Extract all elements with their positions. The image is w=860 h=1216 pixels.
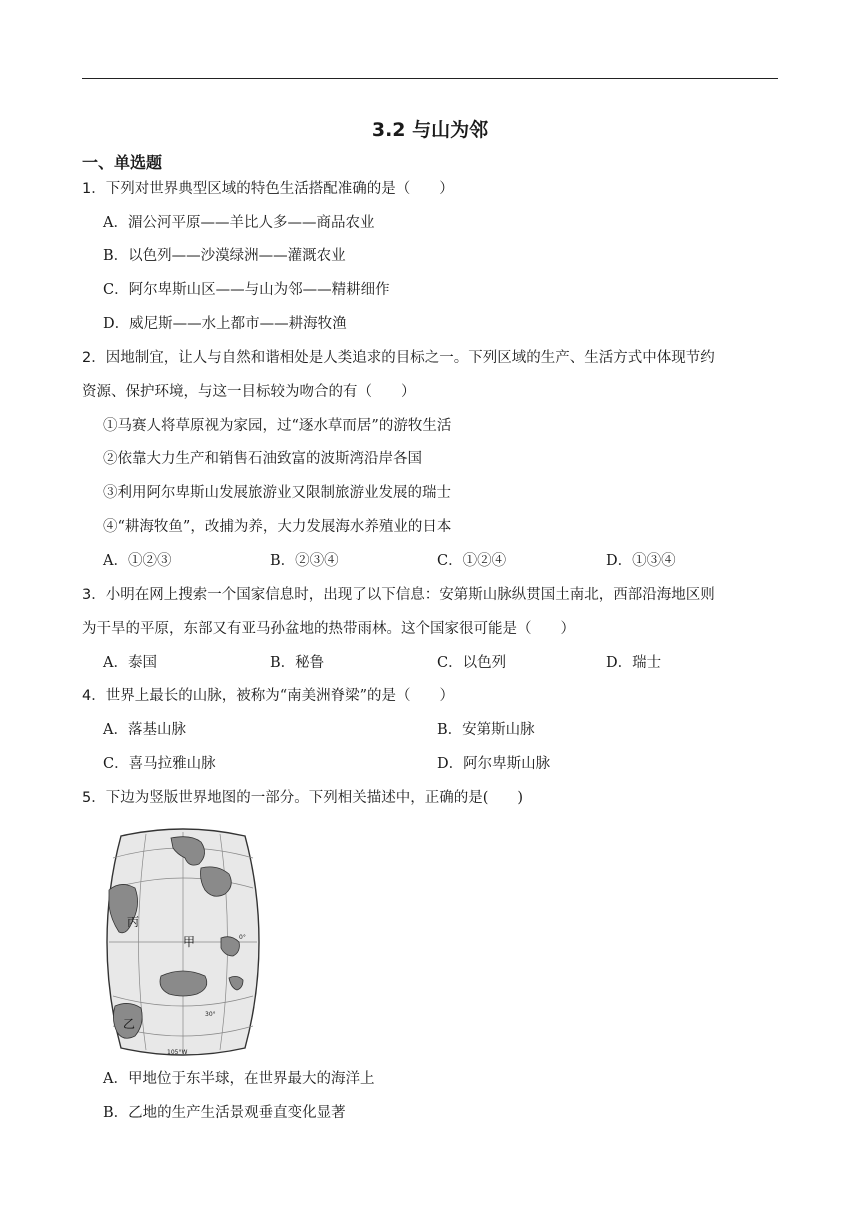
q3-option-d[interactable]: D．瑞士 <box>606 655 662 671</box>
map-label-equator: 0° <box>239 934 246 941</box>
q4-option-d[interactable]: D．阿尔卑斯山脉 <box>437 756 551 772</box>
q2-statement-1: ①马赛人将草原视为家园，过“逐水草而居”的游牧生活 <box>103 418 452 434</box>
map-label-jia: 甲 <box>183 935 196 949</box>
map-label-yi: 乙 <box>123 1017 136 1031</box>
q4-option-a[interactable]: A．落基山脉 <box>103 722 186 738</box>
q2-option-a[interactable]: A．①②③ <box>103 553 172 569</box>
question-text: 世界上最长的山脉，被称为“南美洲脊梁”的是（ ） <box>105 688 455 704</box>
map-label-30: 30° <box>205 1011 216 1018</box>
q5-option-b[interactable]: B．乙地的生产生活景观垂直变化显著 <box>103 1105 346 1121</box>
question-number: 5． <box>82 790 106 806</box>
map-label-bing: 丙 <box>127 915 140 929</box>
world-map-figure <box>101 828 265 1056</box>
question-number: 1． <box>82 181 106 197</box>
question-3 <box>82 585 715 605</box>
question-5 <box>82 788 523 808</box>
header-rule <box>82 78 778 79</box>
question-2 <box>82 348 715 368</box>
question-text: 下边为竖版世界地图的一部分。下列相关描述中，正确的是( ) <box>105 790 524 806</box>
q1-option-a[interactable]: A．湄公河平原——羊比人多——商品农业 <box>103 215 375 231</box>
question-number: 3． <box>82 587 106 603</box>
q1-option-c[interactable]: C．阿尔卑斯山区——与山为邻——精耕细作 <box>103 282 390 298</box>
section-heading: 一、单选题 <box>82 153 163 172</box>
map-label-105w: 105°W <box>167 1049 188 1056</box>
q2-option-b[interactable]: B．②③④ <box>270 553 339 569</box>
page-title: 3.2 与山为邻 <box>371 119 489 141</box>
q3-option-a[interactable]: A．泰国 <box>103 655 157 671</box>
question-4 <box>82 686 454 706</box>
q3-option-b[interactable]: B．秘鲁 <box>270 655 325 671</box>
question-2-continued: 资源、保护环境，与这一目标较为吻合的有（ ） <box>82 384 416 400</box>
question-text: 因地制宜，让人与自然和谐相处是人类追求的目标之一。下列区域的生产、生活方式中体现节约 <box>105 350 715 366</box>
q2-option-d[interactable]: D．①③④ <box>606 553 676 569</box>
question-text: 小明在网上搜索一个国家信息时，出现了以下信息：安第斯山脉纵贯国土南北，西部沿海地区则 <box>105 587 715 603</box>
q1-option-d[interactable]: D．威尼斯——水上都市——耕海牧渔 <box>103 316 347 332</box>
q3-option-c[interactable]: C．以色列 <box>437 655 507 671</box>
question-1 <box>82 179 454 199</box>
q4-option-c[interactable]: C．喜马拉雅山脉 <box>103 756 216 772</box>
q5-option-a[interactable]: A．甲地位于东半球，在世界最大的海洋上 <box>103 1071 375 1087</box>
q2-option-c[interactable]: C．①②④ <box>437 553 507 569</box>
q4-option-b[interactable]: B．安第斯山脉 <box>437 722 535 738</box>
q2-statement-3: ③利用阿尔卑斯山发展旅游业又限制旅游业发展的瑞士 <box>103 485 451 501</box>
question-number: 4． <box>82 688 106 704</box>
q2-statement-2: ②依靠大力生产和销售石油致富的波斯湾沿岸各国 <box>103 451 422 467</box>
question-number: 2． <box>82 350 106 366</box>
question-text: 下列对世界典型区域的特色生活搭配准确的是（ ） <box>105 181 454 197</box>
q2-statement-4: ④“耕海牧鱼”，改捕为养，大力发展海水养殖业的日本 <box>103 519 452 535</box>
q1-option-b[interactable]: B．以色列——沙漠绿洲——灌溉农业 <box>103 248 346 264</box>
question-3-continued: 为干旱的平原，东部又有亚马孙盆地的热带雨林。这个国家很可能是（ ） <box>82 621 575 637</box>
